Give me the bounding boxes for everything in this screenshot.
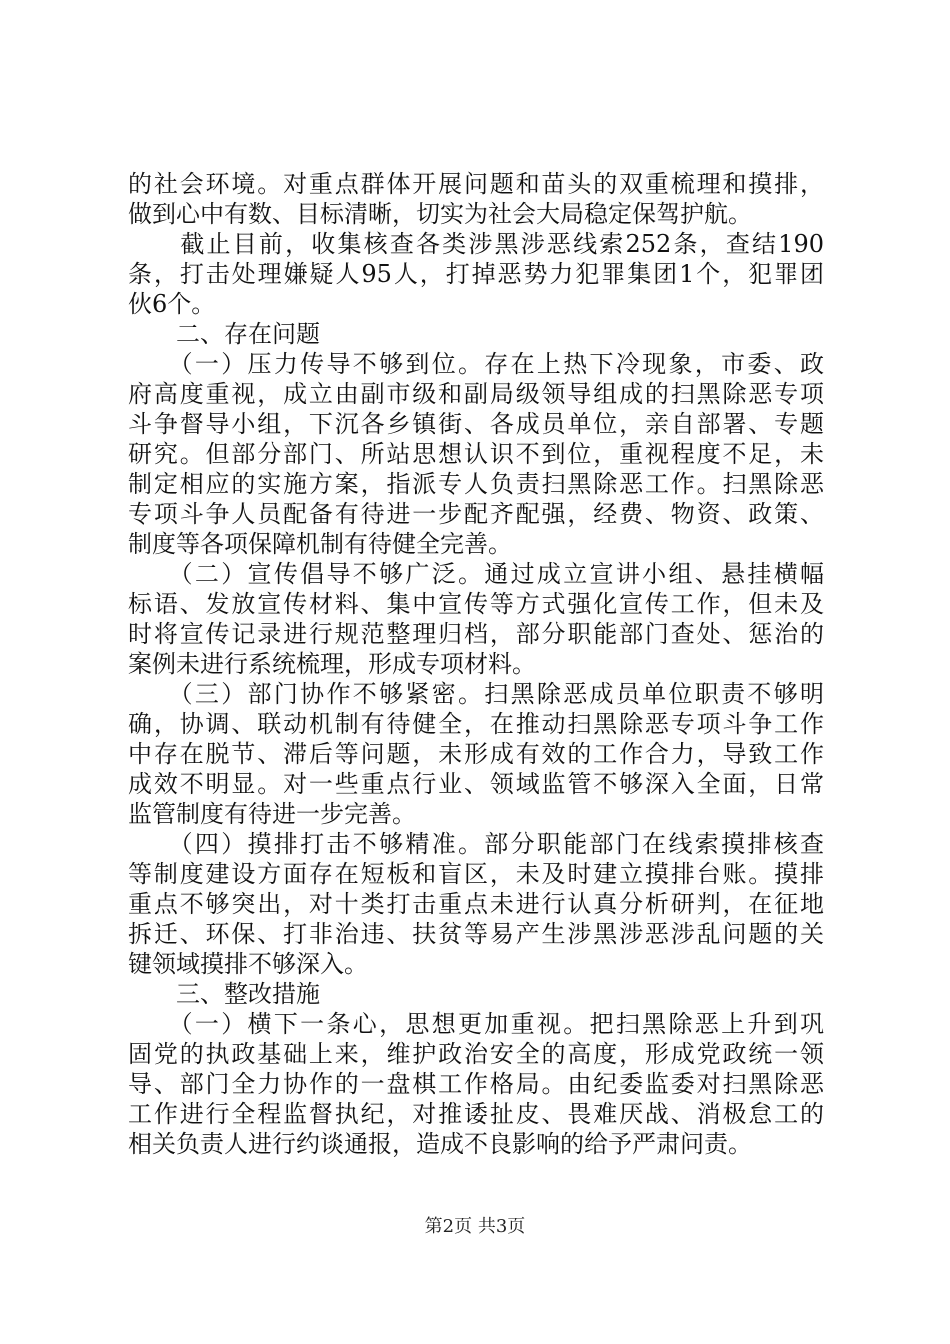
document-body [128,169,824,1159]
paragraph [128,679,824,829]
text-line: 重点不够突出，对十类打击重点未进行认真分析研判，在征地 [128,890,824,918]
text-line: （四）摸排打击不够精准。部分职能部门在线索摸排核查 [128,830,824,858]
text-line: 标语、发放宣传材料、集中宣传等方式强化宣传工作，但未及 [128,590,824,618]
text-line: 中存在脱节、滞后等问题，未形成有效的工作合力，导致工作 [128,740,824,768]
text-line: 固党的执政基础上来，维护政治安全的高度，形成党政统一领 [128,1040,824,1068]
text-line: 拆迁、环保、打非治违、扶贫等易产生涉黑涉恶涉乱问题的关 [128,920,824,948]
text-line: 制度等各项保障机制有待健全完善。 [128,530,512,558]
text-line: 三、整改措施 [128,980,320,1008]
text-line: 斗争督导小组，下沉各乡镇街、各成员单位，亲自部署、专题 [128,410,824,438]
text-line: 的社会环境。对重点群体开展问题和苗头的双重梳理和摸排， [128,170,824,198]
text-line: 截止目前，收集核查各类涉黑涉恶线索252条，查结190 [128,230,824,258]
text-line: 制定相应的实施方案，指派专人负责扫黑除恶工作。扫黑除恶 [128,470,824,498]
paragraph [128,1009,824,1159]
text-line: （二）宣传倡导不够广泛。通过成立宣讲小组、悬挂横幅 [128,560,824,588]
paragraph [128,169,824,229]
paragraph [128,349,824,559]
paragraph [128,229,824,319]
text-line: 相关负责人进行约谈通报，造成不良影响的给予严肃问责。 [128,1130,752,1158]
text-line: 监管制度有待进一步完善。 [128,800,416,828]
text-line: 府高度重视，成立由副市级和副局级领导组成的扫黑除恶专项 [128,380,824,408]
text-line: 伙6个。 [128,290,216,318]
paragraph [128,559,824,679]
text-line: 条，打击处理嫌疑人95人，打掉恶势力犯罪集团1个，犯罪团 [128,260,824,288]
text-line: （三）部门协作不够紧密。扫黑除恶成员单位职责不够明 [128,680,824,708]
text-line: 键领域摸排不够深入。 [128,950,368,978]
text-line: 确，协调、联动机制有待健全，在推动扫黑除恶专项斗争工作 [128,710,824,738]
text-line: 时将宣传记录进行规范整理归档，部分职能部门查处、惩治的 [128,620,824,648]
text-line: （一）压力传导不够到位。存在上热下冷现象，市委、政 [128,350,824,378]
text-line: 导、部门全力协作的一盘棋工作格局。由纪委监委对扫黑除恶 [128,1070,824,1098]
text-line: 案例未进行系统梳理，形成专项材料。 [128,650,536,678]
paragraph [128,319,824,349]
paragraph [128,979,824,1009]
text-line: 二、存在问题 [128,320,320,348]
text-line: 专项斗争人员配备有待进一步配齐配强，经费、物资、政策、 [128,500,824,528]
text-line: （一）横下一条心，思想更加重视。把扫黑除恶上升到巩 [128,1010,824,1038]
text-line: 等制度建设方面存在短板和盲区，未及时建立摸排台账。摸排 [128,860,824,888]
page-footer: 第2页 共3页 [424,1216,526,1237]
text-line: 成效不明显。对一些重点行业、领域监管不够深入全面，日常 [128,770,824,798]
text-line: 工作进行全程监督执纪，对推诿扯皮、畏难厌战、消极怠工的 [128,1100,824,1128]
text-line: 做到心中有数、目标清晰，切实为社会大局稳定保驾护航。 [128,200,752,228]
text-line: 研究。但部分部门、所站思想认识不到位，重视程度不足，未 [128,440,824,468]
paragraph [128,829,824,979]
